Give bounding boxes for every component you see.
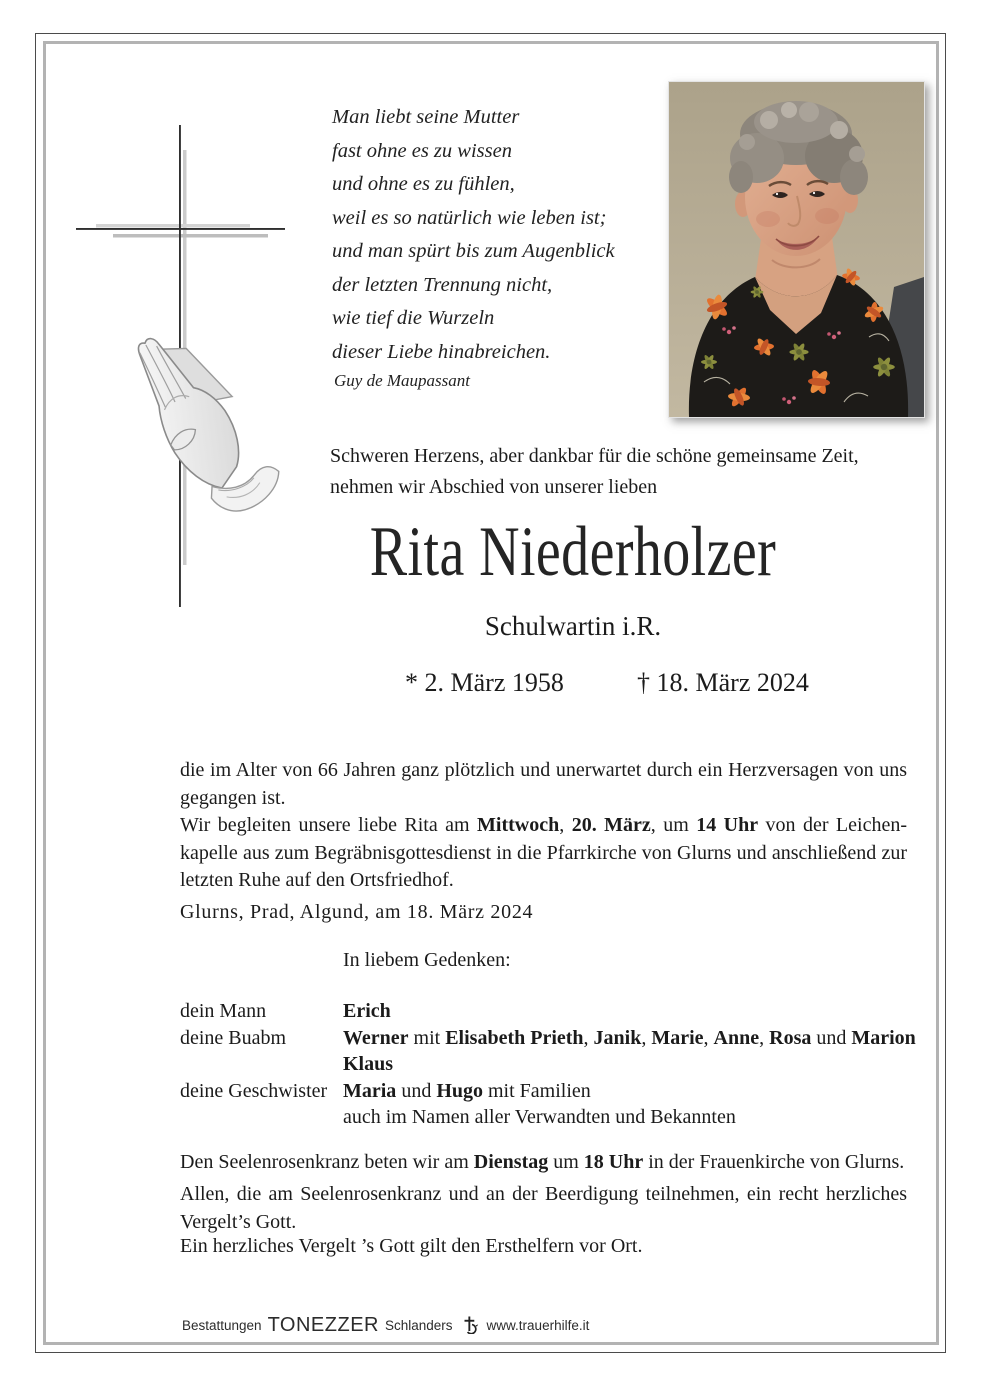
cross-dove-logo-icon	[462, 1316, 479, 1334]
mourner-names: Maria und Hugo mit Familien	[343, 1079, 591, 1102]
intro-line: nehmen wir Abschied von unserer lieben	[330, 476, 658, 498]
poem-line: fast ohne es zu wissen	[332, 139, 512, 162]
rosary-notice: Den Seelenrosenkranz beten wir am Dienstag um 18 Uhr in der Frauenkirche von Glurns.	[180, 1151, 905, 1173]
birth-date: * 2. März 1958	[405, 668, 564, 697]
mourner-relation: deine Buabm	[180, 1026, 287, 1049]
poem-line: weil es so natürlich wie leben ist;	[332, 206, 607, 229]
deceased-name-heading	[222, 512, 924, 592]
poem-attribution: Guy de Maupassant	[334, 371, 470, 390]
footer-prefix: Bestattungen	[182, 1317, 262, 1333]
place-date-line: Glurns, Prad, Algund, am 18. März 2024	[180, 901, 534, 923]
deceased-name: Rita Niederholzer	[369, 513, 777, 592]
death-date: † 18. März 2024	[637, 668, 809, 697]
funeral-home-name: TONEZZER	[267, 1313, 379, 1336]
funeral-home-location: Schlanders	[385, 1317, 453, 1333]
mourner-row	[180, 1025, 925, 1052]
mourner-names: Klaus	[343, 1053, 394, 1075]
poem-line: der letzten Trennung nicht,	[332, 273, 553, 296]
memorial-poem	[332, 101, 615, 369]
mourners-list	[180, 998, 925, 1131]
mourner-names: Erich	[343, 1000, 391, 1022]
mourner-names: auch im Namen aller Verwandten und Bekannten	[343, 1106, 736, 1128]
mourner-row	[180, 1078, 925, 1105]
funeral-home-footer	[182, 1313, 589, 1337]
mourner-row	[180, 1051, 925, 1078]
intro-line: Schweren Herzens, aber dankbar für die schöne gemeinsame Zeit,	[330, 445, 859, 467]
mourner-names: Werner mit Elisabeth Prieth, Janik, Marie, Anne, Rosa und Marion	[343, 1026, 916, 1049]
funeral-details-paragraph: Wir begleiten unsere liebe Rita am Mittwoch, 20. März, um 14 Uhr von der Leichenkapelle aus zum Begräbnisgottesdienst in die Pfarrkirche von Glurns und anschließend zur letzten Ruhe auf den Ortsfriedhof.	[180, 814, 908, 891]
mourner-relation: dein Mann	[180, 1000, 267, 1022]
mourner-row	[180, 1104, 925, 1131]
poem-line: und man spürt bis zum Augenblick	[332, 240, 615, 262]
deceased-role: Schulwartin i.R.	[484, 611, 662, 641]
first-responders-thanks: Ein herzliches Vergelt ’s Gott gilt den Ersthelfern vor Ort.	[180, 1235, 643, 1257]
footer-website: www.trauerhilfe.it	[486, 1317, 590, 1333]
portrait-photo	[668, 81, 925, 418]
poem-line: und ohne es zu fühlen,	[332, 173, 515, 195]
mourner-row	[180, 998, 925, 1025]
announcement-paragraph: die im Alter von 66 Jahren ganz plötzlich und unerwartet durch ein Herzversagen von uns gegangen ist.	[180, 759, 907, 809]
poem-line: wie tief die Wurzeln	[332, 307, 495, 329]
thanks-paragraph: Allen, die am Seelenrosenkranz und an der Beerdigung teilnehmen, ein recht herzliches Vergelt’s Gott.	[180, 1183, 907, 1233]
poem-line: dieser Liebe hinabreichen.	[332, 340, 551, 363]
mourner-relation: deine Geschwister	[180, 1079, 328, 1102]
farewell-intro	[330, 441, 859, 503]
poem-line: Man liebt seine Mutter	[332, 106, 520, 128]
remembrance-heading: In liebem Gedenken:	[343, 949, 511, 971]
